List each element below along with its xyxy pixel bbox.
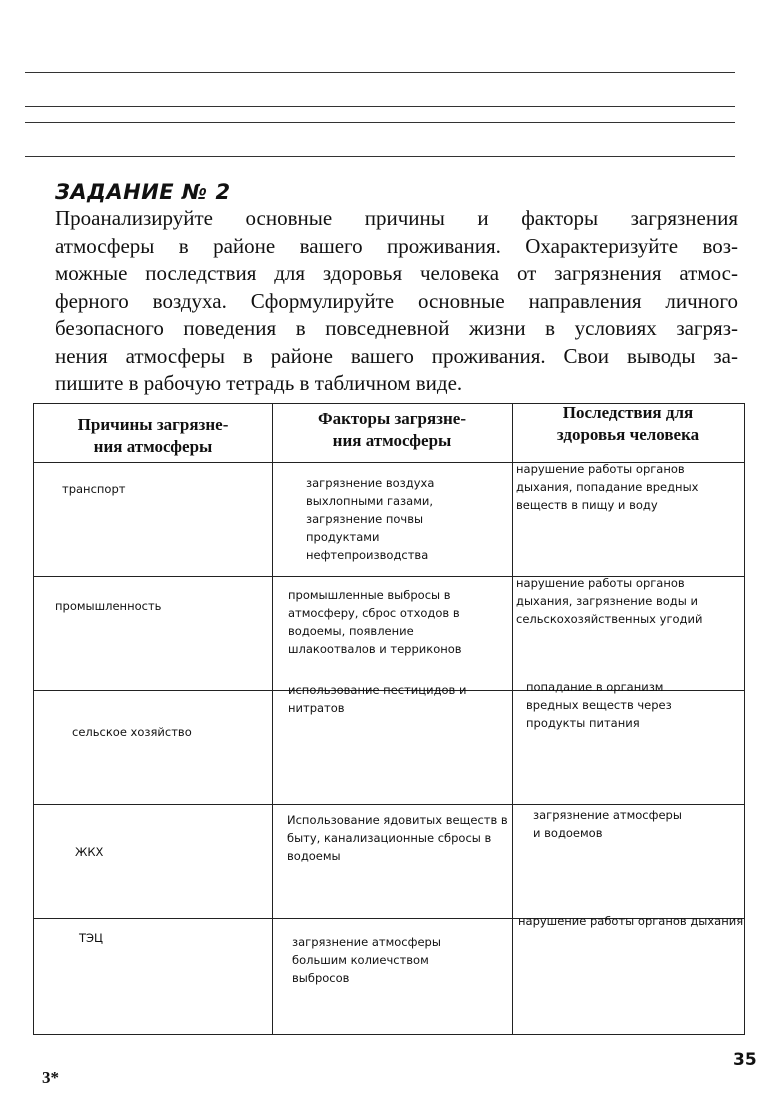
page-number: 35 — [733, 1050, 757, 1070]
column-divider — [512, 404, 513, 1034]
cell-factor: Использование ядовитых веществ в быту, канализационные сбросы в водоемы — [287, 813, 508, 863]
cell-cause: ТЭЦ — [79, 931, 103, 945]
header-causes: Причины загрязне- ния атмосферы — [77, 415, 229, 456]
task-instructions — [55, 205, 738, 398]
answer-line — [25, 72, 735, 73]
cell-factor: загрязнение атмосферы большим колиечством выбросов — [292, 935, 441, 985]
cell-consequence: нарушение работы органов дыхания, попадание вредных веществ в пищу и воду — [516, 462, 699, 512]
instruction-line: Проанализируйте основные причины и факторы загрязнения — [55, 206, 738, 230]
instruction-line: можные последствия для здоровья человека от загрязнения атмос- — [55, 261, 738, 285]
row-divider — [34, 804, 744, 805]
answer-line — [25, 106, 735, 107]
header-consequences: Последствия для здоровья человека — [556, 403, 700, 444]
task-title: ЗАДАНИЕ № 2 — [55, 180, 231, 204]
cell-factor: промышленные выбросы в атмосферу, сброс отходов в водоемы, появление шлакоотвалов и терриконов — [288, 588, 462, 656]
cell-cause: ЖКХ — [75, 845, 104, 859]
answer-line — [25, 122, 735, 123]
cell-consequence: загрязнение атмосферы и водоемов — [533, 808, 682, 840]
instruction-line: безопасного поведения в повседневной жизни в условиях загряз- — [55, 316, 738, 340]
cell-cause: промышленность — [55, 599, 162, 613]
cell-consequence: нарушение работы органов дыхания — [518, 914, 744, 928]
instruction-line: атмосферы в районе вашего проживания. Охарактеризуйте воз- — [55, 233, 738, 258]
instruction-line: пишите в рабочую тетрадь в табличном виде. — [55, 371, 463, 395]
instruction-line: ферного воздуха. Сформулируйте основные направления личного — [55, 288, 738, 313]
cell-consequence: нарушение работы органов дыхания, загрязнение воды и сельскохозяйственных угодий — [516, 576, 703, 626]
footnote-mark: 3* — [42, 1068, 59, 1087]
pollution-table — [33, 403, 745, 1035]
cell-cause: сельское хозяйство — [72, 725, 192, 739]
cell-factor: загрязнение воздуха выхлопными газами, загрязнение почвы продуктами нефтепроизводства — [306, 476, 435, 562]
column-divider — [272, 404, 273, 1034]
cell-factor: использование пестицидов и нитратов — [288, 683, 467, 715]
header-factors: Факторы загрязне- ния атмосферы — [317, 409, 467, 450]
cell-cause: транспорт — [62, 482, 126, 496]
cell-consequence: попадание в организм вредных веществ через продукты питания — [526, 680, 672, 730]
instruction-line: нения атмосферы в районе вашего проживания. Свои выводы за- — [55, 343, 738, 368]
answer-line — [25, 156, 735, 157]
